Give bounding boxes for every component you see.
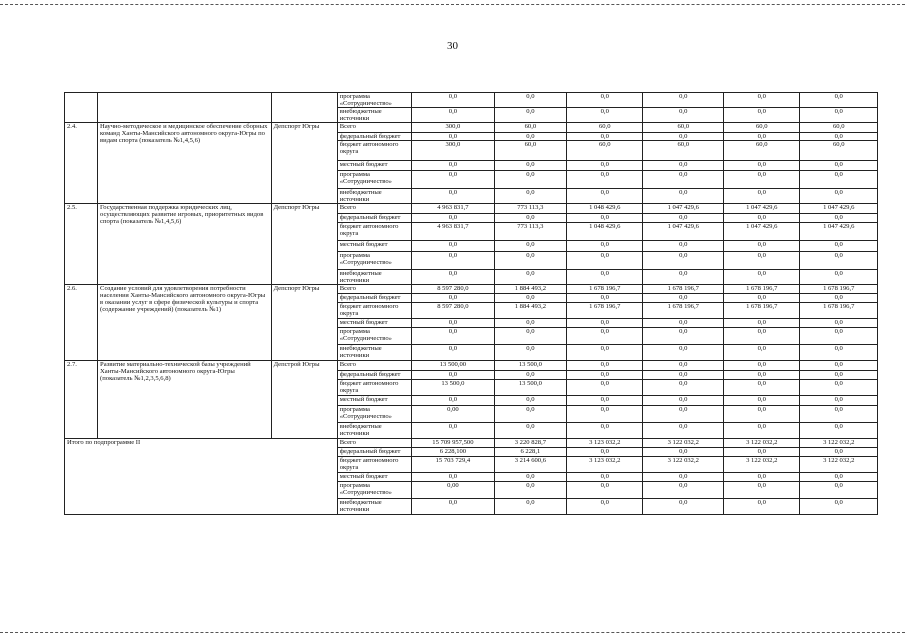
funding-value: 3 122 032,2 [800, 439, 878, 448]
funding-value: 0,0 [567, 161, 643, 171]
funding-value: 0,0 [567, 252, 643, 270]
funding-value: 0,0 [800, 189, 878, 204]
funding-value: 6 228,100 [412, 448, 495, 457]
funding-value: 0,0 [800, 133, 878, 141]
funding-value: 0,0 [643, 241, 724, 252]
funding-value: 0,0 [412, 214, 495, 223]
funding-value: 0,0 [800, 499, 878, 515]
funding-value: 0,0 [567, 214, 643, 223]
funding-value: 0,0 [643, 406, 724, 423]
funding-source: федеральный бюджет [337, 214, 411, 223]
funding-value: 0,00 [412, 482, 495, 499]
funding-value: 60,0 [800, 123, 878, 133]
funding-value: 0,0 [567, 380, 643, 396]
funding-source: федеральный бюджет [337, 448, 411, 457]
continued-num-cell [65, 93, 98, 123]
funding-value: 0,0 [643, 361, 724, 371]
funding-value: 0,0 [412, 294, 495, 303]
funding-value: 0,0 [800, 108, 878, 123]
item-executor: Депспорт Югры [271, 123, 337, 204]
funding-value: 0,0 [412, 319, 495, 328]
funding-value: 0,0 [567, 319, 643, 328]
item-name: Государственная поддержка юридических лиц, осуществляющих развитие игровых, приоритетных видов спорта (показатель №1,4,5,6) [98, 204, 272, 285]
funding-value: 0,0 [567, 108, 643, 123]
funding-value: 3 122 032,2 [724, 457, 800, 473]
funding-value: 0,0 [567, 241, 643, 252]
funding-value: 0,0 [494, 345, 566, 361]
table-row [65, 93, 878, 108]
funding-value: 0,0 [724, 241, 800, 252]
funding-value: 0,0 [494, 406, 566, 423]
funding-value: 300,0 [412, 123, 495, 133]
item-name: Создание условий для удовлетворения потребности населения Ханты-Мансийского автономного округа-Югры в оказании услуг в сфере физической культуры и спорта (содержание учреждений) (показатель №1) [98, 285, 272, 361]
funding-value: 0,0 [567, 371, 643, 380]
funding-value: 0,0 [412, 108, 495, 123]
funding-value: 0,0 [567, 473, 643, 482]
item-number: 2.6. [65, 285, 98, 361]
funding-value: 0,0 [800, 241, 878, 252]
funding-value: 0,0 [724, 189, 800, 204]
funding-source: местный бюджет [337, 473, 411, 482]
funding-value: 3 123 032,2 [567, 457, 643, 473]
funding-value: 0,0 [643, 161, 724, 171]
funding-value: 0,0 [567, 270, 643, 285]
funding-value: 1 678 196,7 [643, 303, 724, 319]
funding-value: 0,0 [800, 473, 878, 482]
funding-value: 0,0 [724, 406, 800, 423]
funding-value: 0,0 [494, 328, 566, 345]
funding-value: 0,0 [412, 252, 495, 270]
funding-value: 1 047 429,6 [724, 204, 800, 214]
subprogram-total-label: Итого по подпрограмме II [65, 439, 338, 515]
funding-value: 0,0 [494, 108, 566, 123]
funding-value: 0,0 [724, 448, 800, 457]
funding-value: 0,0 [643, 423, 724, 439]
funding-value: 60,0 [800, 141, 878, 161]
continued-name-cell [98, 93, 272, 123]
funding-value: 15 703 729,4 [412, 457, 495, 473]
funding-value: 0,0 [800, 294, 878, 303]
funding-value: 0,0 [724, 252, 800, 270]
funding-value: 0,0 [724, 319, 800, 328]
funding-value: 0,0 [412, 371, 495, 380]
funding-value: 0,0 [567, 361, 643, 371]
funding-value: 0,0 [567, 482, 643, 499]
funding-value: 4 963 831,7 [412, 223, 495, 241]
funding-value: 0,00 [412, 406, 495, 423]
funding-value: 6 228,1 [494, 448, 566, 457]
funding-value: 773 113,3 [494, 204, 566, 214]
funding-value: 773 113,3 [494, 223, 566, 241]
page-number: 30 [447, 40, 458, 52]
funding-value: 0,0 [494, 133, 566, 141]
scan-top-edge [0, 4, 905, 5]
funding-value: 0,0 [643, 371, 724, 380]
funding-value: 0,0 [643, 252, 724, 270]
funding-value: 0,0 [567, 499, 643, 515]
funding-value: 0,0 [800, 161, 878, 171]
funding-value: 0,0 [800, 406, 878, 423]
funding-source: Всего [337, 285, 411, 294]
funding-value: 0,0 [567, 189, 643, 204]
funding-value: 0,0 [412, 93, 495, 108]
funding-value: 0,0 [494, 252, 566, 270]
funding-value: 1 047 429,6 [800, 223, 878, 241]
funding-value: 300,0 [412, 141, 495, 161]
funding-value: 0,0 [724, 423, 800, 439]
funding-source: внебюджетные источники [337, 423, 411, 439]
funding-value: 0,0 [567, 294, 643, 303]
funding-value: 0,0 [494, 473, 566, 482]
funding-value: 0,0 [643, 396, 724, 406]
funding-value: 0,0 [643, 108, 724, 123]
funding-value: 0,0 [724, 371, 800, 380]
funding-value: 0,0 [800, 319, 878, 328]
funding-value: 1 048 429,6 [567, 204, 643, 214]
funding-value: 3 123 032,2 [567, 439, 643, 448]
funding-value: 0,0 [800, 482, 878, 499]
funding-source: федеральный бюджет [337, 371, 411, 380]
funding-value: 0,0 [494, 396, 566, 406]
funding-value: 1 047 429,6 [724, 223, 800, 241]
funding-value: 0,0 [412, 473, 495, 482]
funding-value: 1 678 196,7 [724, 285, 800, 294]
funding-value: 3 214 600,6 [494, 457, 566, 473]
funding-source: местный бюджет [337, 396, 411, 406]
funding-value: 0,0 [567, 328, 643, 345]
funding-value: 0,0 [412, 396, 495, 406]
continued-executor-cell [271, 93, 337, 123]
funding-value: 0,0 [494, 294, 566, 303]
funding-value: 0,0 [643, 482, 724, 499]
funding-value: 1 047 429,6 [643, 223, 724, 241]
funding-value: 0,0 [800, 396, 878, 406]
funding-value: 13 500,0 [494, 361, 566, 371]
funding-value: 1 048 429,6 [567, 223, 643, 241]
funding-value: 3 122 032,2 [643, 439, 724, 448]
funding-value: 0,0 [724, 380, 800, 396]
funding-source: Всего [337, 439, 411, 448]
item-name: Развитие материально-технической базы учреждений Ханты-Мансийского автономного округа-Югры (показатель №1,2,3,5,6,8) [98, 361, 272, 439]
funding-value: 0,0 [724, 171, 800, 189]
funding-value: 0,0 [724, 93, 800, 108]
funding-value: 0,0 [724, 482, 800, 499]
funding-value: 8 597 280,0 [412, 303, 495, 319]
funding-value: 0,0 [724, 345, 800, 361]
funding-value: 0,0 [800, 380, 878, 396]
funding-value: 0,0 [494, 482, 566, 499]
funding-value: 0,0 [412, 161, 495, 171]
funding-source: программа «Сотрудничество» [337, 328, 411, 345]
funding-value: 0,0 [643, 473, 724, 482]
table-row [65, 439, 878, 448]
funding-value: 13 500,0 [494, 380, 566, 396]
funding-value: 0,0 [643, 380, 724, 396]
item-executor: Депспорт Югры [271, 285, 337, 361]
funding-value: 0,0 [724, 294, 800, 303]
funding-source: местный бюджет [337, 161, 411, 171]
funding-value: 1 884 493,2 [494, 303, 566, 319]
funding-value: 0,0 [567, 133, 643, 141]
funding-value: 0,0 [643, 294, 724, 303]
funding-value: 0,0 [643, 171, 724, 189]
funding-value: 0,0 [724, 328, 800, 345]
funding-source: бюджет автономного округа [337, 457, 411, 473]
funding-source: внебюджетные источники [337, 345, 411, 361]
item-executor: Депстрой Югры [271, 361, 337, 439]
funding-value: 0,0 [412, 241, 495, 252]
funding-value: 0,0 [724, 396, 800, 406]
funding-value: 0,0 [494, 93, 566, 108]
funding-value: 0,0 [800, 423, 878, 439]
funding-table [64, 92, 878, 515]
table-row [65, 204, 878, 214]
funding-value: 1 678 196,7 [800, 303, 878, 319]
funding-value: 0,0 [643, 499, 724, 515]
funding-value: 0,0 [724, 361, 800, 371]
funding-source: программа «Сотрудничество» [337, 482, 411, 499]
funding-source: программа «Сотрудничество» [337, 93, 411, 108]
funding-value: 0,0 [643, 133, 724, 141]
funding-value: 0,0 [643, 345, 724, 361]
funding-source: Всего [337, 361, 411, 371]
item-number: 2.5. [65, 204, 98, 285]
funding-value: 0,0 [494, 214, 566, 223]
funding-source: бюджет автономного округа [337, 380, 411, 396]
funding-value: 60,0 [567, 123, 643, 133]
funding-source: программа «Сотрудничество» [337, 252, 411, 270]
funding-table-body [65, 93, 878, 515]
funding-value: 0,0 [412, 133, 495, 141]
funding-value: 0,0 [800, 361, 878, 371]
funding-value: 0,0 [494, 371, 566, 380]
funding-value: 0,0 [494, 189, 566, 204]
funding-value: 60,0 [494, 123, 566, 133]
funding-value: 0,0 [412, 270, 495, 285]
funding-value: 0,0 [412, 499, 495, 515]
funding-value: 0,0 [800, 214, 878, 223]
table-row [65, 285, 878, 294]
funding-value: 0,0 [643, 328, 724, 345]
funding-value: 4 963 831,7 [412, 204, 495, 214]
funding-value: 0,0 [724, 270, 800, 285]
funding-value: 1 678 196,7 [800, 285, 878, 294]
funding-source: внебюджетные источники [337, 108, 411, 123]
funding-source: программа «Сотрудничество» [337, 171, 411, 189]
funding-value: 0,0 [494, 171, 566, 189]
funding-source: бюджет автономного округа [337, 303, 411, 319]
funding-value: 0,0 [800, 371, 878, 380]
funding-value: 3 122 032,2 [800, 457, 878, 473]
funding-value: 0,0 [643, 270, 724, 285]
funding-value: 0,0 [724, 499, 800, 515]
funding-value: 1 047 429,6 [643, 204, 724, 214]
funding-value: 0,0 [724, 133, 800, 141]
funding-value: 3 122 032,2 [724, 439, 800, 448]
funding-value: 1 884 493,2 [494, 285, 566, 294]
funding-value: 0,0 [412, 189, 495, 204]
funding-source: федеральный бюджет [337, 294, 411, 303]
funding-value: 0,0 [567, 345, 643, 361]
funding-source: внебюджетные источники [337, 499, 411, 515]
funding-value: 0,0 [494, 499, 566, 515]
funding-value: 1 678 196,7 [643, 285, 724, 294]
funding-value: 15 709 957,500 [412, 439, 495, 448]
funding-value: 0,0 [643, 319, 724, 328]
funding-value: 0,0 [494, 270, 566, 285]
funding-value: 0,0 [567, 93, 643, 108]
funding-value: 60,0 [567, 141, 643, 161]
table-row [65, 123, 878, 133]
item-number: 2.7. [65, 361, 98, 439]
funding-value: 0,0 [800, 171, 878, 189]
funding-value: 0,0 [494, 241, 566, 252]
funding-value: 0,0 [567, 396, 643, 406]
funding-source: внебюджетные источники [337, 189, 411, 204]
funding-value: 0,0 [412, 345, 495, 361]
funding-source: Всего [337, 123, 411, 133]
funding-value: 1 678 196,7 [724, 303, 800, 319]
funding-value: 0,0 [724, 473, 800, 482]
funding-value: 60,0 [724, 141, 800, 161]
item-number: 2.4. [65, 123, 98, 204]
item-name: Научно-методическое и медицинское обеспечение сборных команд Ханты-Мансийского автономного округа-Югры по видам спорта (показатель №1,4,5,6) [98, 123, 272, 204]
funding-value: 0,0 [567, 448, 643, 457]
funding-value: 0,0 [643, 93, 724, 108]
funding-value: 0,0 [800, 93, 878, 108]
funding-source: программа «Сотрудничество» [337, 406, 411, 423]
funding-value: 0,0 [800, 448, 878, 457]
funding-value: 0,0 [800, 252, 878, 270]
funding-value: 0,0 [567, 423, 643, 439]
funding-value: 60,0 [494, 141, 566, 161]
funding-value: 60,0 [643, 141, 724, 161]
funding-value: 0,0 [724, 214, 800, 223]
funding-value: 3 220 828,7 [494, 439, 566, 448]
funding-source: Всего [337, 204, 411, 214]
funding-value: 1 678 196,7 [567, 303, 643, 319]
funding-value: 0,0 [724, 108, 800, 123]
funding-value: 1 678 196,7 [567, 285, 643, 294]
funding-source: бюджет автономного округа [337, 223, 411, 241]
funding-value: 0,0 [800, 270, 878, 285]
funding-source: бюджет автономного округа [337, 141, 411, 161]
funding-source: внебюджетные источники [337, 270, 411, 285]
funding-source: федеральный бюджет [337, 133, 411, 141]
funding-value: 13 500,0 [412, 380, 495, 396]
funding-value: 0,0 [412, 171, 495, 189]
funding-value: 0,0 [494, 423, 566, 439]
funding-value: 3 122 032,2 [643, 457, 724, 473]
funding-value: 60,0 [724, 123, 800, 133]
funding-value: 0,0 [412, 328, 495, 345]
funding-source: местный бюджет [337, 319, 411, 328]
funding-value: 0,0 [800, 345, 878, 361]
funding-value: 0,0 [567, 406, 643, 423]
funding-value: 8 597 280,0 [412, 285, 495, 294]
scan-bottom-edge [0, 632, 905, 633]
funding-value: 0,0 [643, 189, 724, 204]
item-executor: Депспорт Югры [271, 204, 337, 285]
funding-value: 1 047 429,6 [800, 204, 878, 214]
funding-source: местный бюджет [337, 241, 411, 252]
funding-value: 0,0 [494, 161, 566, 171]
funding-value: 0,0 [724, 161, 800, 171]
funding-value: 0,0 [412, 423, 495, 439]
funding-value: 0,0 [643, 214, 724, 223]
funding-value: 0,0 [643, 448, 724, 457]
funding-value: 0,0 [494, 319, 566, 328]
funding-value: 60,0 [643, 123, 724, 133]
funding-value: 13 500,00 [412, 361, 495, 371]
funding-value: 0,0 [567, 171, 643, 189]
table-row [65, 361, 878, 371]
funding-value: 0,0 [800, 328, 878, 345]
